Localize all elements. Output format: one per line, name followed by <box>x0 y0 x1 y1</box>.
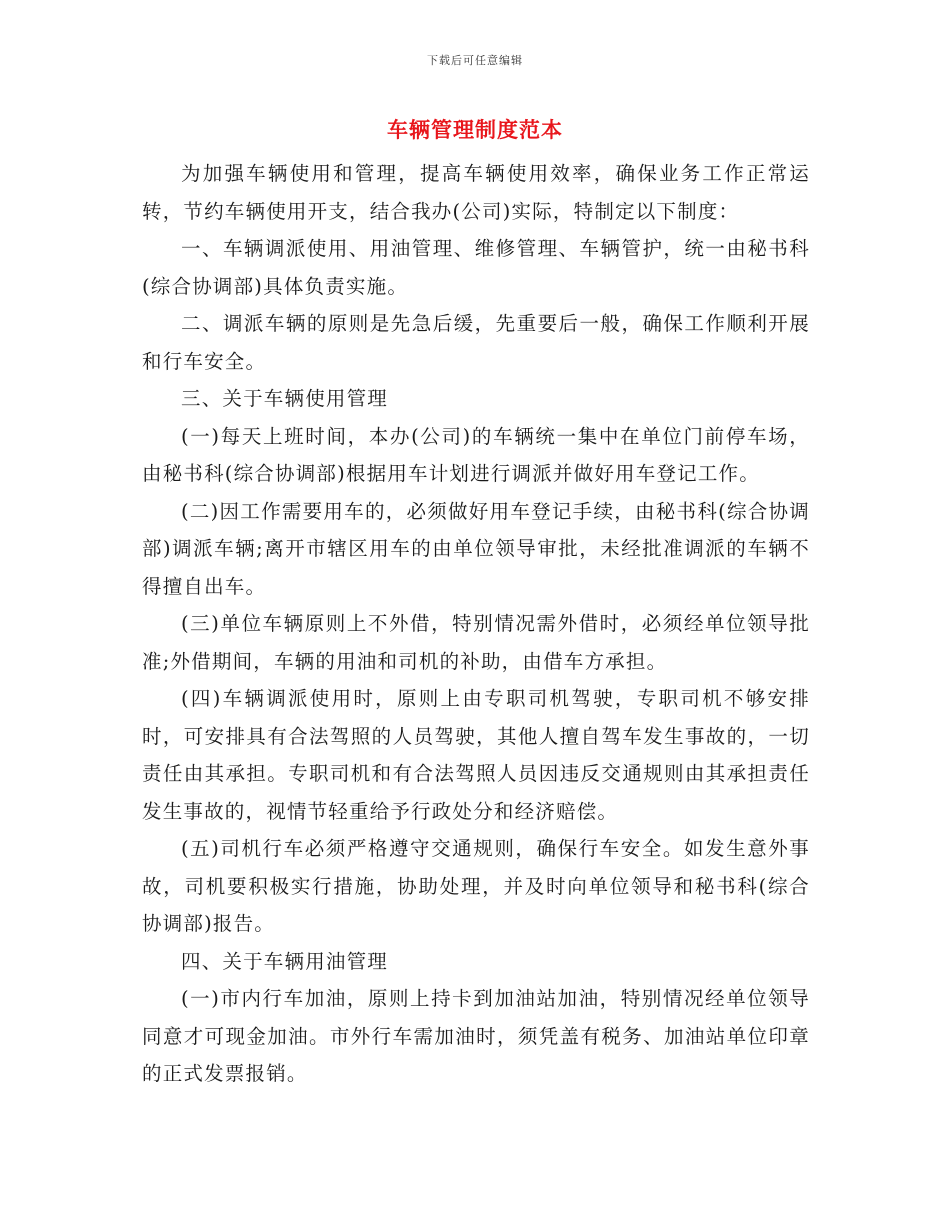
document-title: 车辆管理制度范本 <box>387 118 563 142</box>
paragraph-section-2: 二、调派车辆的原则是先急后缓，先重要后一般，确保工作顺利开展和行车安全。 <box>142 312 810 373</box>
document-body <box>142 155 810 1093</box>
paragraph-3-1: (一)每天上班时间，本办(公司)的车辆统一集中在单位门前停车场，由秘书科(综合协调部)根据用车计划进行调派并做好用车登记工作。 <box>142 424 810 485</box>
paragraph-3-5: (五)司机行车必须严格遵守交通规则，确保行车安全。如发生意外事故，司机要积极实行措施，协助处理，并及时向单位领导和秘书科(综合协调部)报告。 <box>142 837 810 935</box>
section-heading-3: 三、关于车辆使用管理 <box>181 387 389 410</box>
section-heading-4: 四、关于车辆用油管理 <box>181 949 389 973</box>
paragraph-intro: 为加强车辆使用和管理，提高车辆使用效率，确保业务工作正常运转，节约车辆使用开支，结合我办(公司)实际，特制定以下制度： <box>142 162 810 223</box>
paragraph-4-1: (一)市内行车加油，原则上持卡到加油站加油，特别情况经单位领导同意才可现金加油。市外行车需加油时，须凭盖有税务、加油站单位印章的正式发票报销。 <box>142 987 810 1085</box>
paragraph-3-2: (二)因工作需要用车的，必须做好用车登记手续，由秘书科(综合协调部)调派车辆;离开市辖区用车的由单位领导审批，未经批准调派的车辆不得擅自出车。 <box>142 499 810 598</box>
paragraph-section-1: 一、车辆调派使用、用油管理、维修管理、车辆管护，统一由秘书科(综合协调部)具体负责实施。 <box>142 237 810 298</box>
page-header-note: 下载后可任意编辑 <box>427 54 523 67</box>
paragraph-3-3: (三)单位车辆原则上不外借，特别情况需外借时，必须经单位领导批准;外借期间，车辆的用油和司机的补助，由借车方承担。 <box>142 612 810 673</box>
paragraph-3-4: (四)车辆调派使用时，原则上由专职司机驾驶，专职司机不够安排时，可安排具有合法驾照的人员驾驶，其他人擅自驾车发生事故的，一切责任由其承担。专职司机和有合法驾照人员因违反交通规则由其承担责任发生事故的，视情节轻重给予行政处分和经济赔偿。 <box>142 687 810 823</box>
